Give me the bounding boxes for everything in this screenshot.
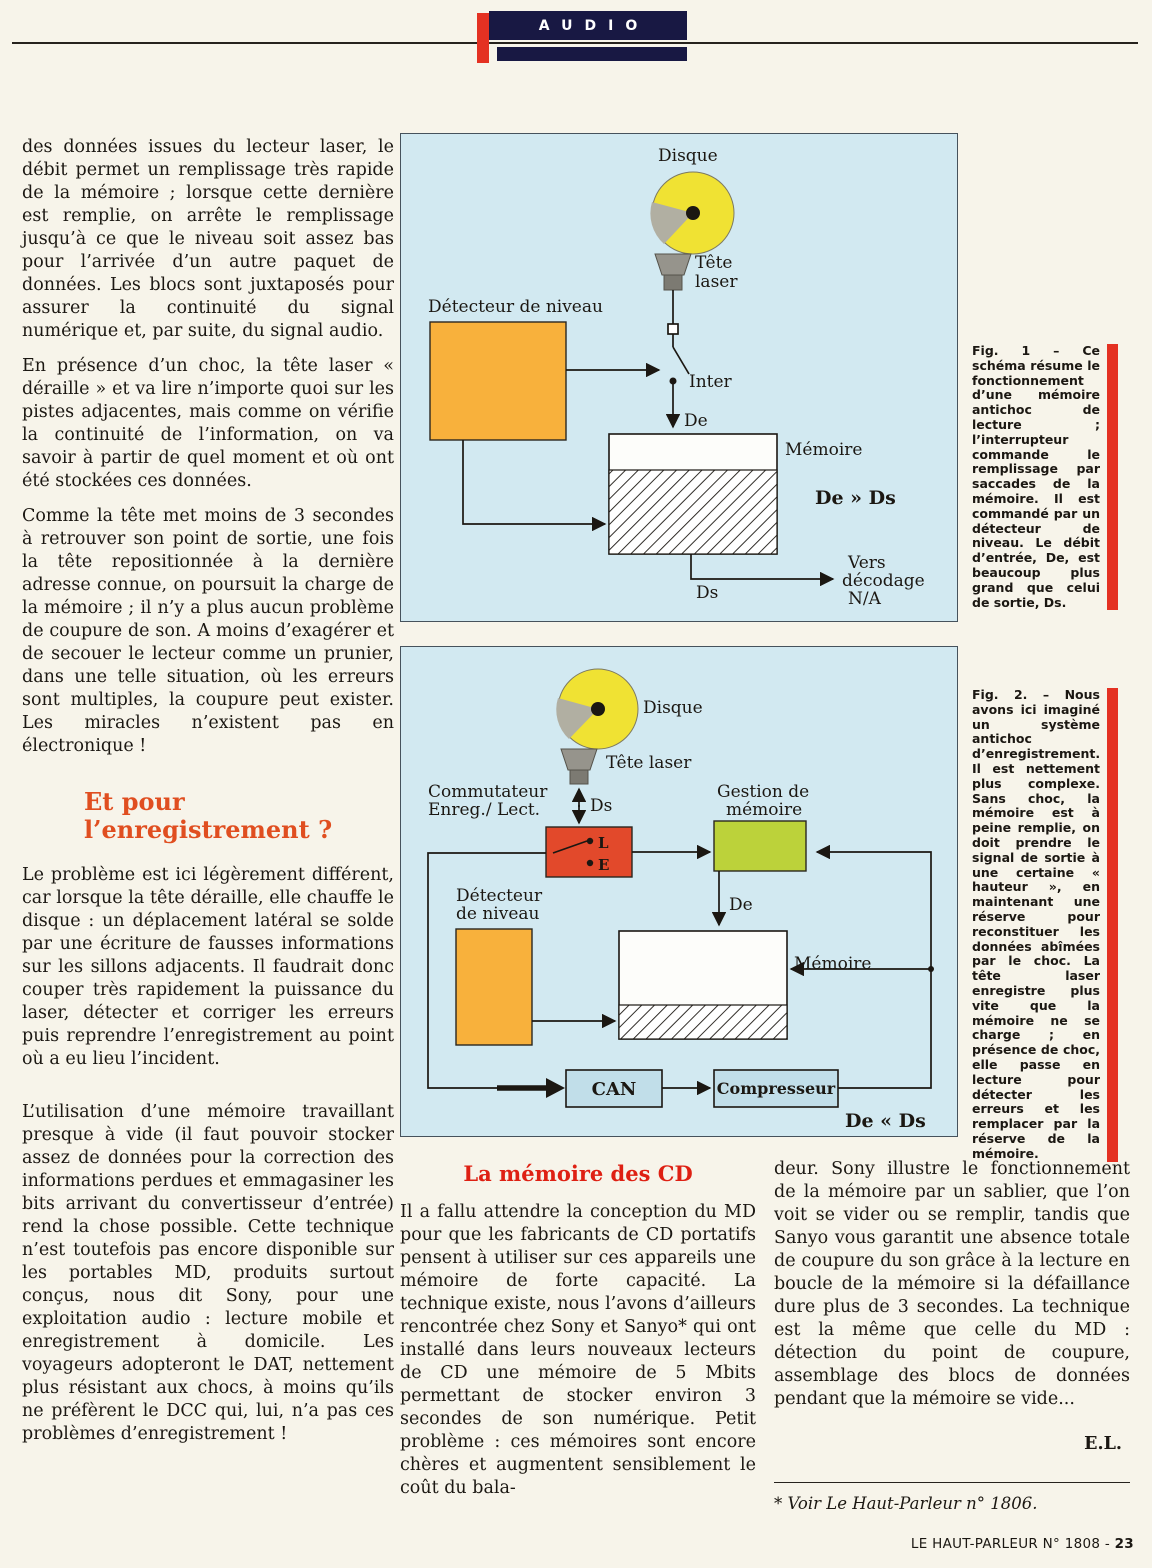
fig2-label-ratio: De « Ds xyxy=(845,1110,926,1132)
footnote: * Voir Le Haut-Parleur n° 1806. xyxy=(774,1494,1038,1513)
fig2-label-detecteur: Détecteur xyxy=(456,886,543,906)
disc-icon xyxy=(556,669,638,749)
body-paragraph: Il a fallu attendre la conception du MD pour que les fabricants de CD portatifs pensent à utiliser sur ces appareils une mémoire de forte capacité. La technique existe, nous l’avons d’ailleurs rencontrée chez Sony et Sanyo* qui ont installé dans leurs nouveaux lecteurs de CD une mémoire de 5 Mbits permettant de stocker environ 3 secondes de son numérique. Petit problème : ces mémoires sont encore chères et augmentent sensiblement le coût du bala- xyxy=(400,1202,756,1498)
footnote-rule xyxy=(774,1482,1130,1483)
fig1-label-disque: Disque xyxy=(658,146,718,166)
level-detector-box xyxy=(456,929,532,1045)
body-paragraph: deur. Sony illustre le fonctionnement de la mémoire par un sablier, que l’on voit se vider ou se remplir, tandis que Sanyo vous garantit une absence totale de coupure du son grâce à la lecture en boucle de la mémoire si la défaillance dure plus de 3 secondes. La technique est la même que celle du MD : détection du point de coupure, assemblage des blocs de données pendant que la mémoire se vide... xyxy=(774,1159,1130,1409)
fig2-label-compresseur: Compresseur xyxy=(716,1079,836,1098)
fig1-diagram xyxy=(401,134,957,621)
audio-banner xyxy=(489,11,687,40)
level-detector-box xyxy=(430,322,566,440)
fig2-panel xyxy=(400,646,958,1137)
right-column xyxy=(774,1158,1130,1515)
detector-to-memory-wire xyxy=(463,440,605,524)
section-heading-recording: Et pour l’enregistrement ? xyxy=(84,787,333,844)
fig2-label-can: CAN xyxy=(591,1079,637,1100)
fig2-label-gestion: Gestion de xyxy=(717,782,810,802)
fig2-label-gestion-memoire: mémoire xyxy=(726,800,803,820)
fig2-label-memoire: Mémoire xyxy=(794,954,872,974)
footer-brand: LE HAUT-PARLEUR N° 1808 - xyxy=(910,1536,1115,1552)
fig2-caption xyxy=(972,688,1120,1162)
fig1-caption-text: Fig. 1 – Ce schéma résume le fonctionnement d’une mémoire antichoc de lecture ; l’interrupteur commande le remplissage par saccades de la mémoire. Il est commandé par un détecteur de niveau. Le débit d’entrée, De, est beaucoup plus grand que celui de sortie, Ds. xyxy=(972,343,1100,610)
audio-banner-shadow xyxy=(497,47,687,61)
fig1-label-na: N/A xyxy=(848,589,881,609)
interrupter-switch xyxy=(668,290,689,427)
fig2-label-tete: Tête laser xyxy=(606,753,692,773)
caption-accent-bar xyxy=(1107,344,1118,610)
memory-output-wire xyxy=(691,554,833,579)
footer-page-number: 23 xyxy=(1114,1536,1134,1552)
fig1-label-vers: Vers xyxy=(848,553,886,573)
fig2-label-disque: Disque xyxy=(643,698,703,718)
body-paragraph: L’utilisation d’une mémoire travaillant presque à vide (il faut pouvoir stocker assez de données pour la correction des informations perdues et emmagasiner les bits arrivant du convertisseur d’entrée) rend la chose possible. Cette technique n’est toutefois pas encore disponible sur les portables MD, produits surtout conçus, nous dit Sony, pour une exploitation audio : lecture mobile et enregistrement à domicile. Les voyageurs adopteront le DAT, nettement plus résistant aux chocs, à moins qu’ils ne préfèrent le DCC qui, lui, n’a pas ces problèmes d’enregistrement ! xyxy=(22,1102,394,1444)
caption-accent-bar xyxy=(1107,688,1118,1162)
fig1-label-ds: Ds xyxy=(696,583,719,603)
fig1-label-laser: laser xyxy=(695,272,738,292)
fig2-label-e: E xyxy=(598,856,610,874)
audio-banner-label: AUDIO xyxy=(538,17,650,34)
left-column xyxy=(22,136,394,1458)
memory-box xyxy=(609,434,777,554)
fig2-diagram xyxy=(401,647,957,1136)
laser-head-icon xyxy=(561,749,597,784)
input-arrow xyxy=(497,1078,565,1098)
fig1-label-tete: Tête xyxy=(695,253,733,273)
fig2-caption-text: Fig. 2. – Nous avons ici imaginé un système antichoc d’enregistrement. Il est nettement plus complexe. Sans choc, la mémoire est à peine remplie, on doit prendre le signal de sortie à une certaine « hauteur », en maintenant une réserve pour reconstituer les données abîmées par le choc. La tête laser enregistre plus vite que la mémoire ne se charge ; en présence de choc, elle passe en lecture pour détecter les erreurs et les remplacer par la réserve de la mémoire. xyxy=(972,687,1101,1161)
middle-column xyxy=(400,1162,756,1512)
fig1-label-ratio: De » Ds xyxy=(815,487,896,509)
author-initials: E.L. xyxy=(1084,1434,1122,1454)
page-footer xyxy=(911,1536,1134,1552)
top-rule xyxy=(12,42,1138,44)
laser-head-icon xyxy=(655,254,691,290)
fig1-label-memoire: Mémoire xyxy=(785,440,863,460)
record-play-switch-box xyxy=(546,827,632,877)
fig2-label-enreg-lect: Enreg./ Lect. xyxy=(428,800,541,820)
fig2-label-de: De xyxy=(729,895,753,915)
fig2-label-ds: Ds xyxy=(590,796,613,816)
section-heading-cd-memory: La mémoire des CD xyxy=(463,1161,693,1186)
fig1-label-decodage: décodage xyxy=(842,571,925,591)
body-paragraph: Le problème est ici légèrement différent, car lorsque la tête déraille, elle chauffe le disque : un déplacement latéral se solde par une écriture de fausses informations sur les sillons adjacents. Il faudrait donc couper très rapidement la puissance du laser, détecter et corriger les erreurs puis reprendre l’enregistrement au point où a eu lieu l’incident. xyxy=(22,865,394,1069)
memory-box xyxy=(619,931,787,1039)
fig1-label-inter: Inter xyxy=(689,372,732,392)
fig2-label-commutateur: Commutateur xyxy=(428,782,548,802)
fig1-panel xyxy=(400,133,958,622)
body-paragraph: des données issues du lecteur laser, le débit permet un remplissage très rapide de la mémoire ; lorsque cette dernière est remplie, on arrête le remplissage jusqu’à ce que le niveau soit assez bas pour l’arrivée d’un autre paquet de données. Les blocs sont juxtaposés pour assurer la continuité du signal numérique et, par suite, du signal audio. xyxy=(22,137,394,341)
fig2-label-de-niveau: de niveau xyxy=(456,904,540,924)
disc-icon xyxy=(650,172,734,254)
body-paragraph: Comme la tête met moins de 3 secondes à retrouver son point de sortie, une fois la tête repositionnée à la dernière adresse connue, on poursuit la charge de la mémoire ; il n’y a plus aucun problème de coupure de son. A moins d’exagérer et de secouer le lecteur comme un prunier, dans une telle situation, où les erreurs sont multiples, la coupure peut exister. Les miracles n’existent pas en électronique ! xyxy=(22,506,394,756)
fig2-label-l: L xyxy=(598,834,609,852)
fig1-caption xyxy=(972,344,1120,610)
body-paragraph: En présence d’un choc, la tête laser « déraille » et va lire n’importe quoi sur les pistes adjacentes, mais comme on vérifie la continuité de l’information, on va savoir à partir de quel moment et où ont été stockées ces données. xyxy=(22,356,394,491)
red-accent-bar xyxy=(477,13,489,63)
fig1-label-de: De xyxy=(684,411,708,431)
memory-manager-box xyxy=(714,821,806,871)
fig1-label-detecteur: Détecteur de niveau xyxy=(428,297,603,317)
